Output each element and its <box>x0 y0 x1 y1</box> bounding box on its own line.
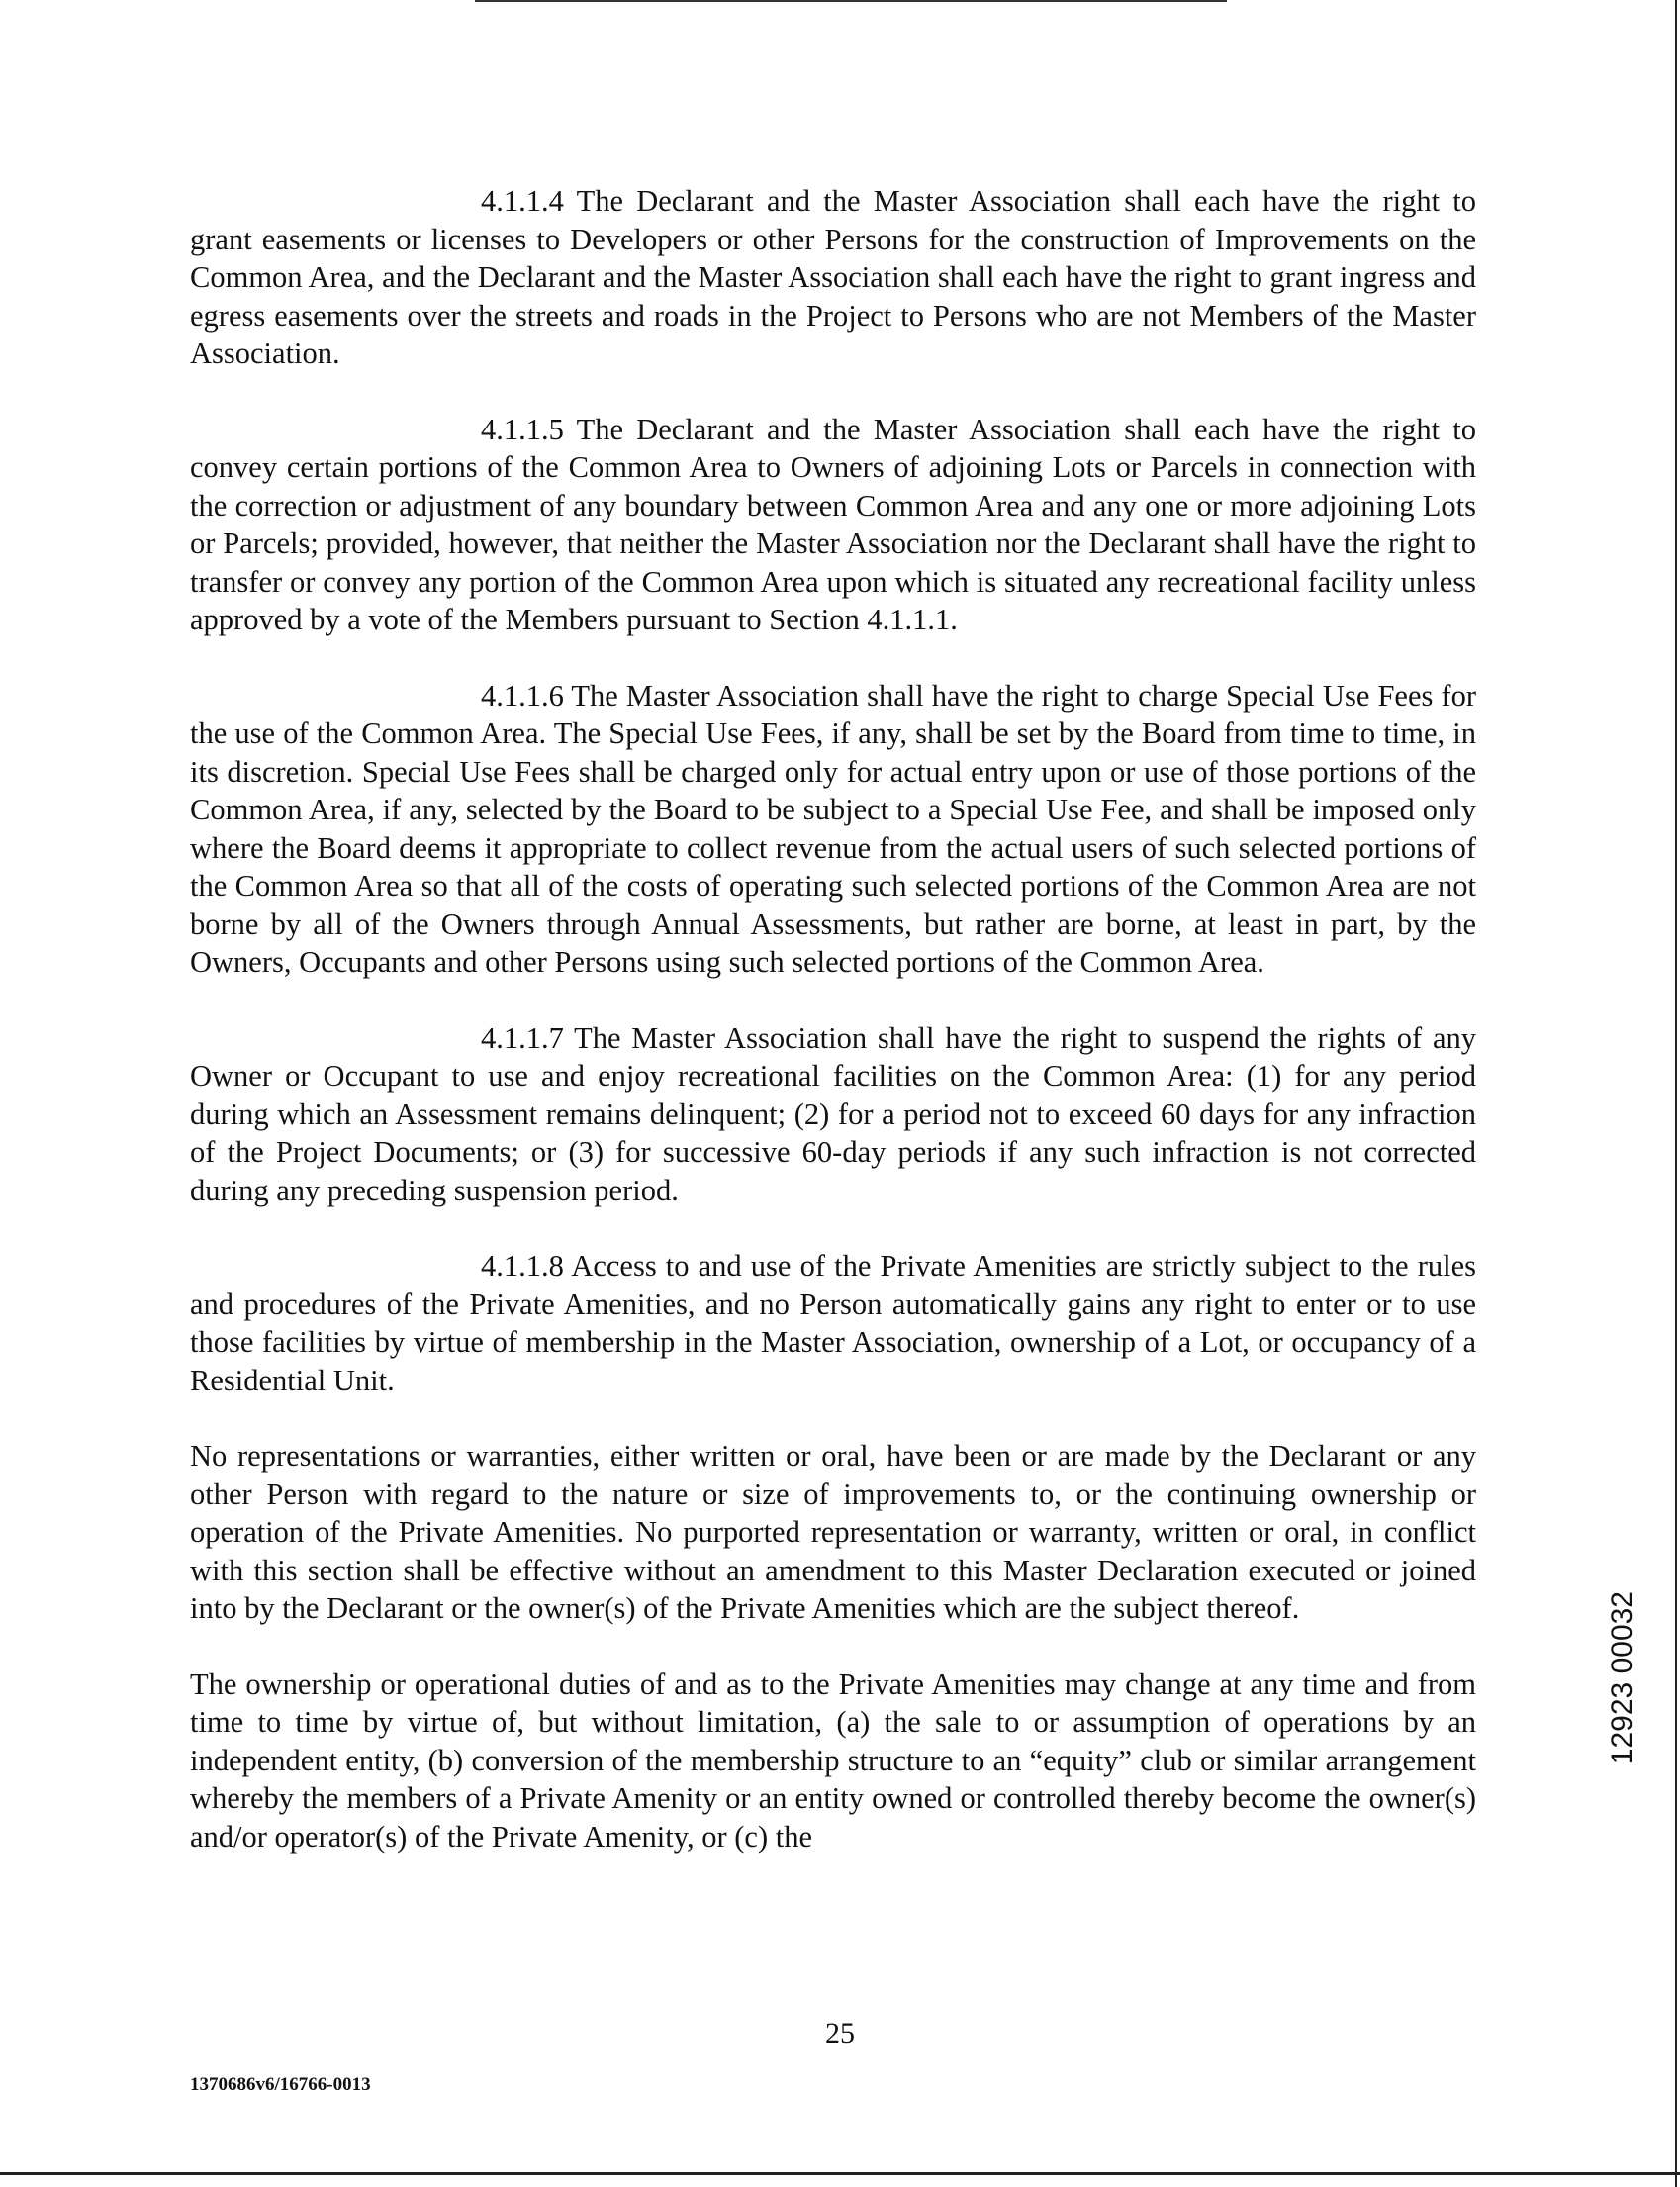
right-edge-line <box>1675 0 1677 2187</box>
paragraph-ownership-changes <box>190 1665 1476 1856</box>
bottom-rule <box>0 2172 1680 2175</box>
section-number: 4.1.1.4 <box>481 184 564 218</box>
paragraph-4-1-1-7 <box>190 1019 1476 1210</box>
paragraph-4-1-1-5 <box>190 411 1476 639</box>
section-number: 4.1.1.8 <box>481 1249 564 1283</box>
section-number: 4.1.1.7 <box>481 1020 564 1055</box>
section-number: 4.1.1.5 <box>481 412 564 446</box>
page-number: 25 <box>825 2017 855 2049</box>
paragraph-no-representations <box>190 1437 1476 1628</box>
paragraph-text: The ownership or operational duties of and as to the Private Amenities may change at any time and from time to time by virtue of, but without limitation, (a) the sale to or assumption of operations by an independent entity, (b) conversion of the membership structure to an “equity” club or similar arrangement whereby the members of a Private Amenity or an entity owned or controlled thereby become the owner(s) and/or operator(s) of the Private Amenity, or (c) the <box>190 1666 1476 1854</box>
paragraph-text: Access to and use of the Private Amenities are strictly subject to the rules and procedures of the Private Amenities, and no Person automatically gains any right to enter or to use those facilities by virtue of membership in the Master Association, ownership of a Lot, or occupancy of a Residential Unit. <box>190 1249 1476 1397</box>
recording-stamp: 12923 00032 <box>1606 1591 1638 1765</box>
paragraph-4-1-1-8 <box>190 1247 1476 1399</box>
document-id: 1370686v6/16766-0013 <box>190 2074 371 2095</box>
body-text <box>190 182 1476 1893</box>
paragraph-text: The Master Association shall have the right to charge Special Use Fees for the use of the Common Area. The Special Use Fees, if any, shall be set by the Board from time to time, in its discretion. Special Use Fees shall be charged only for actual entry upon or use of those portions of the Common Area, if any, selected by the Board to be subject to a Special Use Fee, and shall be imposed only where the Board deems it appropriate to collect revenue from the actual users of such selected portions of the Common Area so that all of the costs of operating such selected portions of the Common Area are not borne by all of the Owners through Annual Assessments, but rather are borne, at least in part, by the Owners, Occupants and other Persons using such selected portions of the Common Area. <box>190 678 1476 979</box>
section-number: 4.1.1.6 <box>481 678 564 713</box>
paragraph-text: No representations or warranties, either written or oral, have been or are made by the Declarant or any other Person with regard to the nature or size of improvements to, or the continuing ownership or operation of the Private Amenities. No purported representation or warranty, written or oral, in conflict with this section shall be effective without an amendment to this Master Declaration executed or joined into by the Declarant or the owner(s) of the Private Amenities which are the subject thereof. <box>190 1439 1476 1625</box>
paragraph-text: The Master Association shall have the right to suspend the rights of any Owner or Occupant to use and enjoy recreational facilities on the Common Area: (1) for any period during which an Assessment remains delinquent; (2) for a period not to exceed 60 days for any infraction of the Project Documents; or (3) for successive 60-day periods if any such infraction is not corrected during any preceding suspension period. <box>190 1020 1476 1207</box>
paragraph-4-1-1-4 <box>190 182 1476 373</box>
top-rule <box>475 0 1227 2</box>
paragraph-4-1-1-6 <box>190 677 1476 982</box>
paragraph-text: The Declarant and the Master Association shall each have the right to grant easements or licenses to Developers or other Persons for the construction of Improvements on the Common Area, and the Declarant and the Master Association shall each have the right to grant ingress and egress easements over the streets and roads in the Project to Persons who are not Members of the Master Association. <box>190 184 1476 370</box>
paragraph-text: The Declarant and the Master Association shall each have the right to convey certain portions of the Common Area to Owners of adjoining Lots or Parcels in connection with the correction or adjustment of any boundary between Common Area and any one or more adjoining Lots or Parcels; provided, however, that neither the Master Association nor the Declarant shall have the right to transfer or convey any portion of the Common Area upon which is situated any recreational facility unless approved by a vote of the Members pursuant to Section 4.1.1.1. <box>190 412 1476 636</box>
